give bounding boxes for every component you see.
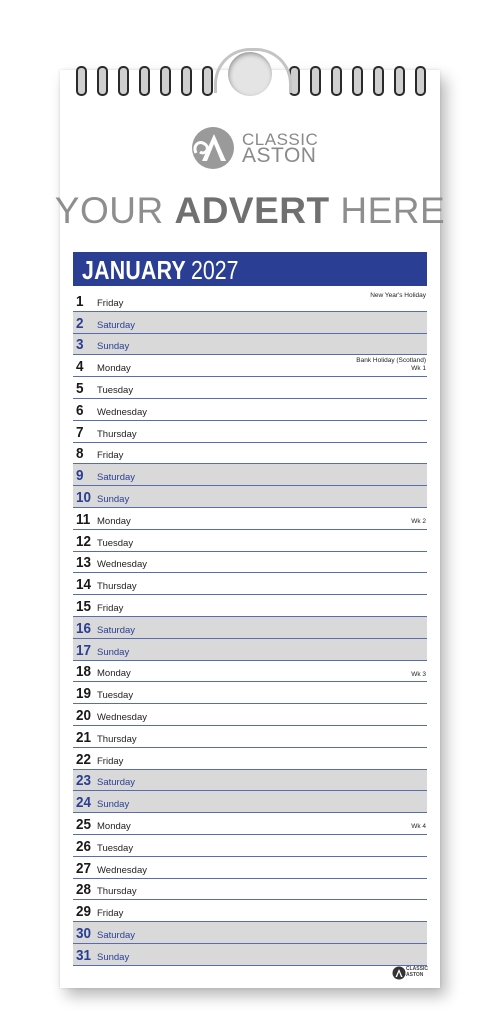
binding-coil	[76, 66, 87, 96]
binding-coil	[139, 66, 150, 96]
footer-logo-text	[406, 967, 428, 978]
day-row	[73, 508, 427, 530]
day-name: Tuesday	[97, 537, 134, 549]
day-row	[73, 399, 427, 421]
day-number: 28	[76, 881, 92, 899]
logo-text	[242, 130, 319, 167]
day-name: Wednesday	[97, 864, 147, 876]
day-number: 3	[76, 336, 84, 354]
day-name: Friday	[97, 450, 124, 462]
day-name: Friday	[97, 602, 124, 614]
day-row	[73, 944, 427, 966]
day-number: 30	[76, 924, 92, 942]
binding-coil	[97, 66, 108, 96]
classic-aston-logo-icon	[190, 125, 240, 171]
day-name: Tuesday	[97, 690, 134, 702]
day-row	[73, 791, 427, 813]
advert-text-1: YOUR	[54, 190, 175, 231]
day-name: Wednesday	[97, 711, 147, 723]
day-row	[73, 573, 427, 595]
logo-line-1: CLASSIC	[242, 130, 319, 149]
advert-text-bold: ADVERT	[174, 190, 330, 231]
day-name: Monday	[97, 820, 131, 832]
day-name: Wednesday	[97, 559, 147, 571]
binding-coil	[202, 66, 213, 96]
day-name: Sunday	[97, 341, 130, 353]
day-row	[73, 530, 427, 552]
day-number: 9	[76, 467, 84, 485]
day-name: Sunday	[97, 951, 130, 963]
day-name: Monday	[97, 668, 131, 680]
day-number: 23	[76, 772, 92, 790]
day-row	[73, 900, 427, 922]
day-number: 5	[76, 379, 84, 397]
day-name: Thursday	[97, 733, 137, 745]
day-row	[73, 661, 427, 683]
day-number: 22	[76, 750, 92, 768]
binding-coil	[118, 66, 129, 96]
day-number: 10	[76, 488, 92, 506]
day-number: 12	[76, 532, 92, 550]
day-list	[73, 290, 427, 966]
day-row	[73, 312, 427, 334]
day-name: Saturday	[97, 777, 136, 789]
day-row	[73, 464, 427, 486]
week-number: Wk 3	[411, 670, 426, 678]
binding-coil	[394, 66, 405, 96]
day-name: Tuesday	[97, 384, 134, 396]
day-number: 13	[76, 554, 92, 572]
week-number: Wk 4	[411, 823, 426, 831]
day-row	[73, 443, 427, 465]
day-number: 25	[76, 815, 92, 833]
logo-line-2: ASTON	[242, 144, 317, 167]
day-name: Friday	[97, 297, 124, 309]
week-number: Wk 1	[411, 365, 426, 373]
day-row	[73, 334, 427, 356]
holiday-note: Bank Holiday (Scotland)	[356, 357, 426, 365]
day-row	[73, 377, 427, 399]
day-row	[73, 682, 427, 704]
day-name: Monday	[97, 515, 131, 527]
day-name: Thursday	[97, 428, 137, 440]
day-name: Thursday	[97, 581, 137, 593]
day-number: 16	[76, 619, 92, 637]
day-row	[73, 290, 427, 312]
day-number: 1	[76, 292, 84, 310]
binding-coil	[415, 66, 426, 96]
day-row	[73, 748, 427, 770]
advert-text-2: HERE	[329, 190, 446, 231]
day-number: 2	[76, 314, 84, 332]
day-name: Wednesday	[97, 406, 147, 418]
day-number: 20	[76, 706, 92, 724]
brand-logo	[190, 125, 320, 171]
day-row	[73, 835, 427, 857]
day-number: 21	[76, 728, 92, 746]
day-row	[73, 770, 427, 792]
day-name: Thursday	[97, 886, 137, 898]
binding-coil	[160, 66, 171, 96]
day-name: Monday	[97, 363, 131, 375]
week-number: Wk 2	[411, 517, 426, 525]
day-row	[73, 595, 427, 617]
day-row	[73, 421, 427, 443]
day-name: Tuesday	[97, 842, 134, 854]
binding-coil	[373, 66, 384, 96]
hanger-wire	[214, 48, 292, 93]
day-row	[73, 639, 427, 661]
binding-coil	[310, 66, 321, 96]
footer-logo-icon	[392, 966, 406, 980]
day-number: 27	[76, 859, 92, 877]
day-number: 31	[76, 946, 92, 964]
day-name: Sunday	[97, 493, 130, 505]
day-number: 18	[76, 663, 92, 681]
footer-logo-line-2: ASTON	[406, 971, 424, 978]
day-number: 14	[76, 576, 92, 594]
day-number: 29	[76, 903, 92, 921]
day-name: Friday	[97, 755, 124, 767]
day-name: Sunday	[97, 799, 130, 811]
holiday-note: New Year's Holiday	[370, 292, 426, 299]
day-number: 24	[76, 794, 92, 812]
day-number: 26	[76, 837, 92, 855]
binding-coil	[331, 66, 342, 96]
day-number: 15	[76, 597, 92, 615]
day-number: 17	[76, 641, 92, 659]
day-name: Saturday	[97, 624, 136, 636]
footer-logo-line-1: CLASSIC	[406, 966, 428, 972]
month-name: JANUARY	[82, 255, 186, 285]
day-row	[73, 857, 427, 879]
day-row	[73, 704, 427, 726]
day-name: Friday	[97, 908, 124, 920]
month-header	[73, 252, 427, 286]
day-row	[73, 726, 427, 748]
day-number: 19	[76, 685, 92, 703]
day-number: 8	[76, 445, 84, 463]
advert-headline	[0, 190, 500, 232]
day-name: Sunday	[97, 646, 130, 658]
day-row	[73, 552, 427, 574]
day-name: Saturday	[97, 472, 136, 484]
day-name: Saturday	[97, 929, 136, 941]
binding-coil	[352, 66, 363, 96]
day-number: 6	[76, 401, 84, 419]
day-row	[73, 922, 427, 944]
day-name: Saturday	[97, 319, 136, 331]
footer-logo	[392, 966, 430, 980]
day-number: 4	[76, 358, 84, 376]
day-row	[73, 617, 427, 639]
day-row	[73, 486, 427, 508]
day-row	[73, 813, 427, 835]
day-number: 11	[76, 510, 91, 528]
binding-coil	[181, 66, 192, 96]
day-row	[73, 355, 427, 377]
month-year: 2027	[191, 255, 239, 285]
day-row	[73, 879, 427, 901]
day-number: 7	[76, 423, 84, 441]
